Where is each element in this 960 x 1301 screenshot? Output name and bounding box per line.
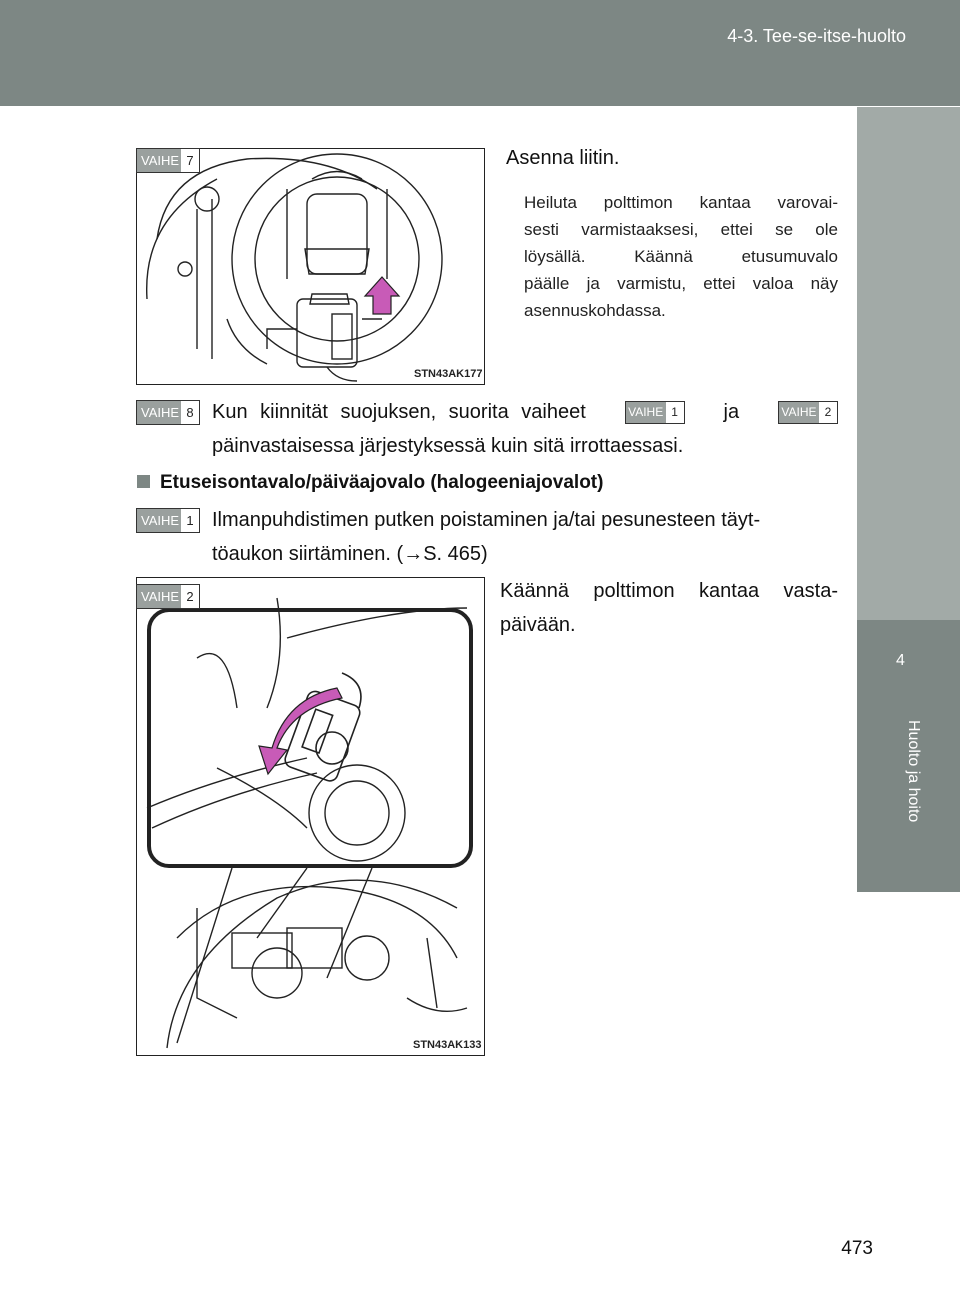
chapter-number: 4 bbox=[896, 652, 905, 669]
section-heading-text: Etuseisontavalo/päiväajovalo (halogeeniajovalot) bbox=[160, 472, 604, 493]
step-ref-2 bbox=[778, 401, 838, 424]
step7-line: päälle ja varmistu, ettei valoa näy bbox=[524, 274, 838, 293]
step-badge-1 bbox=[136, 508, 200, 533]
step7-line: sesti varmistaaksesi, ettei se ole bbox=[524, 220, 838, 239]
figure-connector bbox=[136, 148, 485, 385]
step-badge-7 bbox=[136, 148, 200, 173]
step7-line: löysällä. Käännä etusumuvalo bbox=[524, 247, 838, 266]
figure-code: STN43AK133 bbox=[413, 1039, 482, 1051]
chapter-tab bbox=[857, 1, 960, 1300]
step2-line: päivään. bbox=[500, 614, 576, 636]
step8-text-between: ja bbox=[723, 401, 740, 423]
step2-line: Käännä polttimon kantaa vasta- bbox=[500, 580, 838, 602]
step-label: VAIHE bbox=[137, 149, 181, 172]
step8-line2: päinvastaisessa järjestyksessä kuin sitä irrottaessasi. bbox=[212, 435, 684, 457]
step-badge-2 bbox=[136, 584, 200, 609]
square-bullet-icon bbox=[137, 475, 150, 488]
step-badge-8 bbox=[136, 400, 200, 425]
step-label: VAIHE bbox=[137, 401, 181, 424]
step-number: 2 bbox=[824, 404, 832, 419]
step7-description bbox=[524, 189, 838, 324]
step8-text-before: Kun kiinnität suojuksen, suorita vaiheet bbox=[212, 401, 586, 423]
step-number: 1 bbox=[671, 404, 678, 419]
step8-line1 bbox=[212, 395, 838, 429]
step-number: 1 bbox=[186, 513, 194, 528]
step2-text bbox=[500, 574, 838, 642]
step-label: VAIHE bbox=[779, 402, 819, 423]
page-number: 473 bbox=[841, 1238, 873, 1259]
page-header bbox=[0, 0, 960, 106]
chapter-tab-upper bbox=[857, 107, 960, 620]
step8-text bbox=[212, 395, 838, 463]
step-number: 2 bbox=[186, 589, 194, 604]
connector-illustration bbox=[137, 149, 484, 384]
step1-line1: Ilmanpuhdistimen putken poistaminen ja/tai pesunesteen täyt- bbox=[212, 509, 761, 531]
step7-title: Asenna liitin. bbox=[506, 147, 620, 169]
step1-line2: töaukon siirtäminen. (→S. 465) bbox=[212, 543, 488, 565]
figure-code: STN43AK177 bbox=[414, 368, 483, 380]
step-label: VAIHE bbox=[626, 402, 666, 423]
figure-bulb-removal bbox=[136, 577, 485, 1056]
step-number: 7 bbox=[186, 153, 194, 168]
step-number: 8 bbox=[186, 405, 194, 420]
step-label: VAIHE bbox=[137, 509, 181, 532]
chapter-title: Huolto ja hoito bbox=[905, 720, 922, 823]
step-label: VAIHE bbox=[137, 585, 181, 608]
step-ref-1 bbox=[625, 401, 685, 424]
bulb-removal-illustration bbox=[137, 578, 484, 1055]
step7-line: Heiluta polttimon kantaa varovai- bbox=[524, 193, 838, 212]
section-heading bbox=[137, 472, 603, 494]
step1-text bbox=[212, 503, 852, 571]
step7-line: asennuskohdassa. bbox=[524, 301, 666, 320]
section-title: 4-3. Tee-se-itse-huolto bbox=[727, 26, 906, 46]
